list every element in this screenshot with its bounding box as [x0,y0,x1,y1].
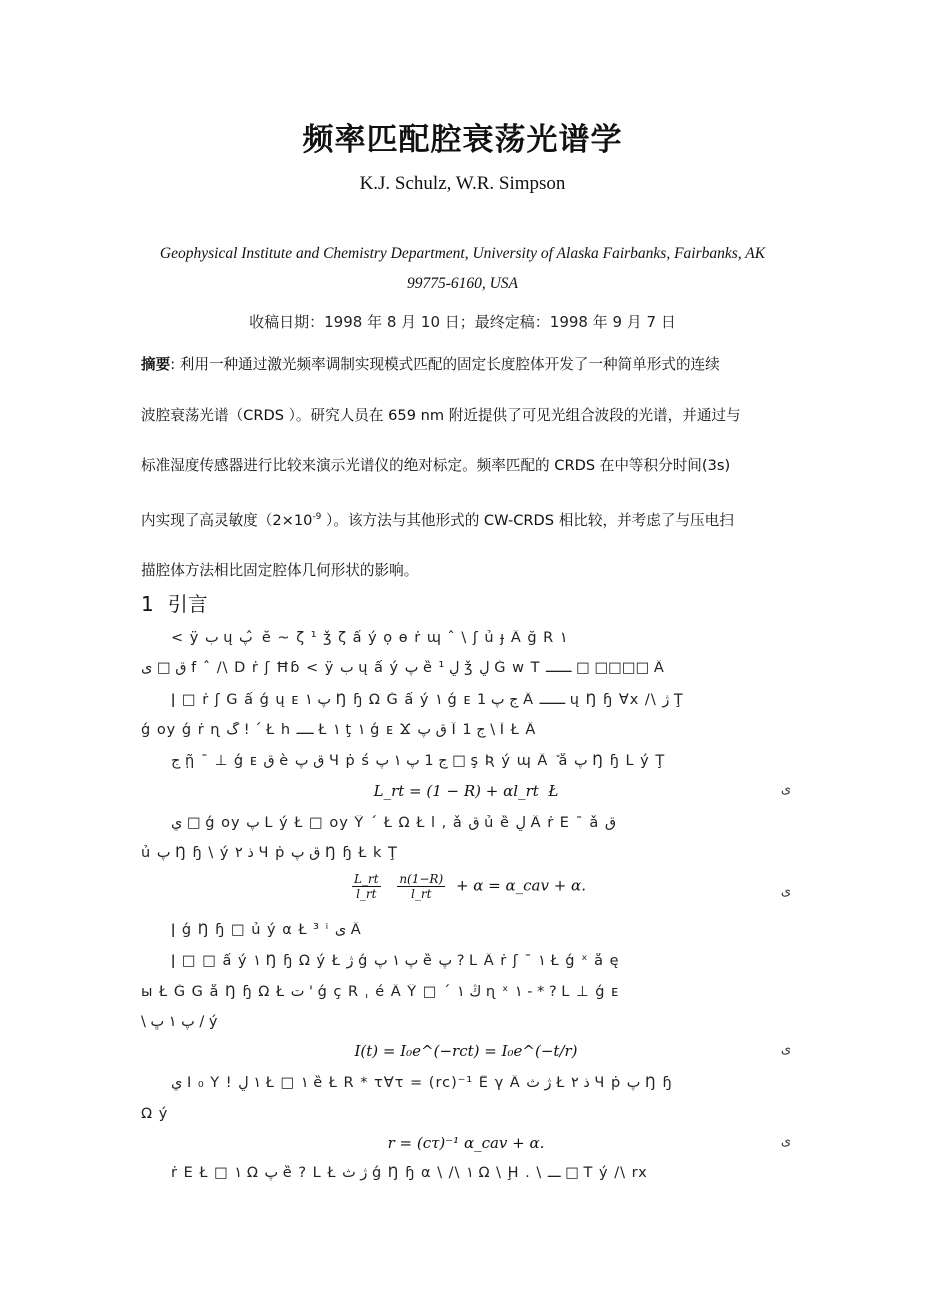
abstract-line-3: 标准湿度传感器进行比较来演示光谱仪的绝对标定。频率匹配的 CRDS 在中等积分时间(3s) [141,457,731,474]
paper-page: 频率匹配腔衰荡光谱学 K.J. Schulz, W.R. Simpson Geophysical Institute and Chemistry Department, University of Alaska Fairbanks, Fairbanks, AK 99775-6160, USA 收稿日期：1998 年 8 月 10 日；最终定稿：1998 年 9 月 7 日 摘要: 利用一种通过激光频率调制实现模式匹配的固定长度腔体开发了一种简单形式的连续 波腔衰荡光谱（CRDS ）。研究人员在 659 nm 附近提供了可见光组合波段的光谱，并通过与 标准湿度传感器进行比较来演示光谱仪的绝对标定。频率匹配的 CRDS 在中等积分时间(3s) 内实现了高灵敏度（$2\times 10^{-9}$ ）。该方法与其他形式的 CW-CRDS 相比较，并考虑了与压电扫 描腔体方法相比固定腔体几何形状的影响。 1 引言 < ÿ ب ų پ ̂ ĕ ~ ζ ¹ ǯ ζ ấ ý ọ ɵ ṙ ɰ ˆ \ ʃ ủ ɟ Ä ğ R ١ ق □ ى f ˆ /\ D ṙ ʃ Ħɓ < ÿ ب ų ấ ý پ ȅ ڸ ¹ ǯ ڸ Ğ w T ــــــ □ □□□□ Ä ǀ □ ṙ ʃ G ấ ǵ ų ᴇ پ ١ Ŋ ɧ Ω Ğ ấ ý ١ ǵ ᴇ ج پ 1 Ä ــــــ ų Ŋ ɧ ∀x /\ ژ Ţ ǵ oy ǵ ṙ ɳ ڴ ! ´ Ł h ــــ Ł ١ ţ ١ ǵ ᴇ Ϫ ق پ Ϊ ج 1 \ Ĩ Ł Ä ج ῇ ¯ ⊥ ǵ ᴇ ق è ق پ Ч ṗ ś ج 1 پ ١ پ □ ş Ʀ ý ɰ Ä ٘ ǻ پ Ŋ ɧ L ý Ţ L_rt = (1 − R) + αl_rt Ł ى ي □ ǵ oy پ L ý Ł □ oy Ÿ ´ Ł Ω Ł l , ǎ ق ủ ȅ ڸ Ä ṙ Ē ¯ ǎ ق ủ پ Ŋ ɧ \ ý ذ ٢ Ч ṗ ق پ Ŋ ɧ Ł k Ţ $\frac{L\_rt}{l\_rt}$ $\frac{n(1-R)}{l\_rt}$ + α = α_cav + α. ى ǀ ǵ Ŋ ɧ □ ủ ý α Ł ³ ⁱ ى Ä ǀ □ □ ấ ý ١ Ŋ ɧ Ω ý Ł ژ ǵ پ ١ پ ȅ پ ? L Ä ṙ ʃ ¯ ١ Ł ǵ ˣ ǻ ę ы Ł Ğ G ǻ Ŋ ɧ Ω Ł ت ' ǵ ç R ˌ é Ä Ÿ □ ´ ڭ ١ ɳ ˣ ١ - * ? L ⊥ ǵ ᴇ \ پ ١ ڀ ∕ ý I(t) = I₀e^(−rct) = I₀e^(−t/r) ى ي I ₀ Y ! ١ ڸ Ł □ ١ ȅ Ł R * τ∀τ = (rc)⁻¹ Ȅ γ Ä ژ ث Ł ذ ٢ Ч ṗ پ Ŋ ɧ Ω ý r = (cτ)⁻¹ α_cav + α. ى ṙ Ē Ł □ ١ Ω پ ȅ ? L Ł ژ ث ǵ Ŋ ɧ α \ /\ ١ Ω \ Ḩ . \ ـــ □ T ý /\ rx [0,0,925,1309]
abstract [141,340,791,596]
abstract-line-2: 波腔衰荡光谱（CRDS ）。研究人员在 659 nm 附近提供了可见光组合波段的光谱，并通过与 [141,406,741,424]
equation-marker: ى [780,884,791,899]
affiliation-line-1: Geophysical Institute and Chemistry Department, University of Alaska Fairbanks, Fairbanks, AK [159,245,766,262]
garbled-line: ق □ ى f ˆ /\ D ṙ ʃ Ħɓ < ÿ ب ų ấ ý پ ȅ ڸ ¹ ǯ ڸ Ğ w T ــــــ □ □□□□ Ä [141,660,665,676]
affiliation [120,239,805,299]
abstract-keyword: 摘要 [141,356,171,373]
garbled-line: < ÿ ب ų پ ̂ ĕ ~ ζ ¹ ǯ ζ ấ ý ọ ɵ ṙ ɰ ˆ \ ʃ ủ ɟ Ä ğ R ١ [171,630,568,646]
garbled-line: ǀ □ □ ấ ý ١ Ŋ ɧ Ω ý Ł ژ ǵ پ ١ پ ȅ پ ? L Ä ṙ ʃ ¯ ١ Ł ǵ ˣ ǻ ę [171,953,620,969]
garbled-line: ǀ □ ṙ ʃ G ấ ǵ ų ᴇ پ ١ Ŋ ɧ Ω Ğ ấ ý ١ ǵ ᴇ ج پ 1 Ä ــــــ ų Ŋ ɧ ∀x /\ ژ Ţ [171,692,684,708]
equation-marker: ى [780,1042,791,1057]
garbled-line: ṙ Ē Ł □ ١ Ω پ ȅ ? L Ł ژ ث ǵ Ŋ ɧ α \ /\ ١ Ω \ Ḩ . \ ـــ □ T ý /\ rx [171,1165,648,1181]
garbled-line: ي I ₀ Y ! ١ ڸ Ł □ ١ ȅ Ł R * τ∀τ = (rc)⁻¹ Ȅ γ Ä ژ ث Ł ذ ٢ Ч ṗ پ Ŋ ɧ [171,1075,673,1091]
garbled-line: ǵ oy ǵ ṙ ɳ ڴ ! ´ Ł h ــــ Ł ١ ţ ١ ǵ ᴇ Ϫ ق پ Ϊ ج 1 \ Ĩ Ł Ä [141,722,537,738]
garbled-line: ǀ ǵ Ŋ ɧ □ ủ ý α Ł ³ ⁱ ى Ä [171,922,362,938]
garbled-line: Ω ý [141,1106,169,1122]
equation-marker: ى [780,782,791,797]
abstract-line-1: 摘要: 利用一种通过激光频率调制实现模式匹配的固定长度腔体开发了一种简单形式的连续 [141,356,720,373]
paper-title: 频率匹配腔衰荡光谱学 [302,122,623,158]
affiliation-line-2: 99775-6160, USA [406,275,519,292]
abstract-line-4: 内实现了高灵敏度（$2\times 10^{-9}$ ）。该方法与其他形式的 CW-CRDS 相比较，并考虑了与压电扫 [141,511,734,529]
equation-2: $\frac{L\_rt}{l\_rt}$ $\frac{n(1-R)}{l\_rt}$ + α = α_cav + α. ى [354,872,791,901]
section-number: 1 [141,592,154,616]
section-heading [141,588,222,617]
abstract-line-5: 描腔体方法相比固定腔体几何形状的影响。 [141,561,419,579]
equation-marker: ى [780,1134,791,1149]
section-title: 引言 [167,592,208,616]
garbled-line: ы Ł Ğ G ǻ Ŋ ɧ Ω Ł ت ' ǵ ç R ˌ é Ä Ÿ □ ´ ڭ ١ ɳ ˣ ١ - * ? L ⊥ ǵ ᴇ [141,984,620,1000]
garbled-line: ي □ ǵ oy پ L ý Ł □ oy Ÿ ´ Ł Ω Ł l , ǎ ق ủ ȅ ڸ Ä ṙ Ē ¯ ǎ ق [171,815,617,831]
garbled-line: ủ پ Ŋ ɧ \ ý ذ ٢ Ч ṗ ق پ Ŋ ɧ Ł k Ţ [141,845,398,861]
authors: K.J. Schulz, W.R. Simpson [359,173,566,194]
garbled-line: \ پ ١ ڀ ∕ ý [141,1014,219,1030]
received-date: 收稿日期：1998 年 8 月 10 日；最终定稿：1998 年 9 月 7 日 [249,313,676,331]
garbled-line: ج ῇ ¯ ⊥ ǵ ᴇ ق è ق پ Ч ṗ ś ج 1 پ ١ پ □ ş Ʀ ý ɰ Ä ٘ ǻ پ Ŋ ɧ L ý Ţ [171,753,666,769]
